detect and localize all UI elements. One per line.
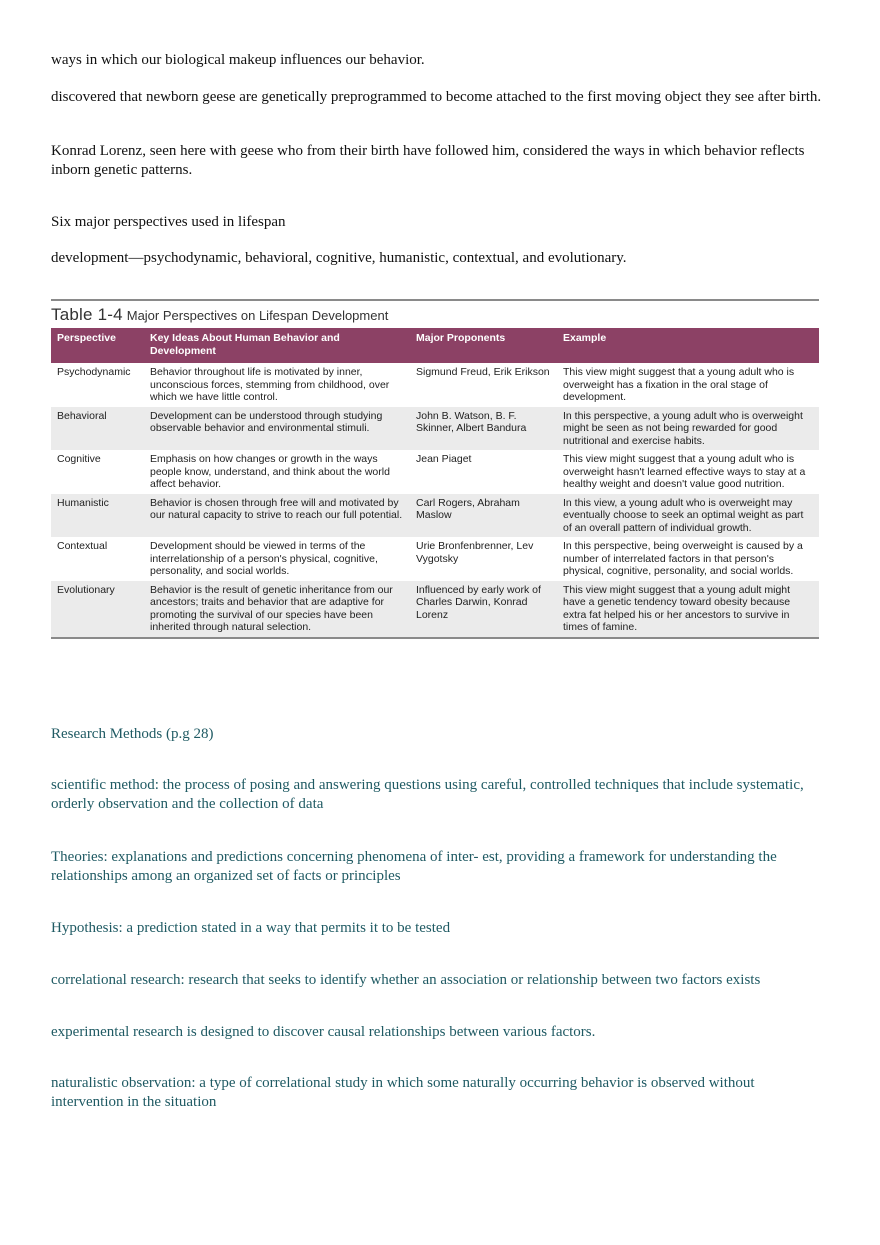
cell-key-ideas: Behavior is chosen through free will and motivated by our natural capacity to strive to reach our full potential. bbox=[144, 494, 410, 538]
cell-example: In this perspective, being overweight is caused by a number of interrelated factors in that person's physical, cognitive, personality, and social worlds. bbox=[557, 537, 819, 581]
definition-naturalistic-observation: naturalistic observation: a type of correlational study in which some naturally occurring behavior is observed without intervention in the situation bbox=[51, 1075, 755, 1110]
cell-proponents: Sigmund Freud, Erik Erikson bbox=[410, 363, 557, 407]
paragraph-biological-makeup: ways in which our biological makeup influences our behavior. bbox=[51, 52, 425, 68]
paragraph-geese-attachment: discovered that newborn geese are genetically preprogrammed to become attached to the first moving object they see after birth. bbox=[51, 89, 822, 105]
cell-key-ideas: Emphasis on how changes or growth in the ways people know, understand, and think about the world affect behavior. bbox=[144, 450, 410, 494]
cell-proponents: Carl Rogers, Abraham Maslow bbox=[410, 494, 557, 538]
table-figure bbox=[51, 299, 819, 668]
cell-proponents: John B. Watson, B. F. Skinner, Albert Bandura bbox=[410, 407, 557, 451]
table-caption: Major Perspectives on Lifespan Development bbox=[126, 308, 389, 323]
research-methods-heading: Research Methods (p.g 28) bbox=[51, 726, 214, 742]
paragraph-konrad-lorenz: Konrad Lorenz, seen here with geese who from their birth have followed him, considered the ways in which behavior reflects inborn genetic patterns. bbox=[51, 143, 805, 178]
table-top-rule bbox=[51, 299, 819, 301]
table-row bbox=[51, 537, 819, 581]
definition-hypothesis: Hypothesis: a prediction stated in a way that permits it to be tested bbox=[51, 920, 451, 936]
cell-perspective: Evolutionary bbox=[51, 581, 144, 638]
cell-perspective: Behavioral bbox=[51, 407, 144, 451]
cell-perspective: Psychodynamic bbox=[51, 363, 144, 407]
cell-key-ideas: Development should be viewed in terms of the interrelationship of a person's physical, cognitive, personality, and social worlds. bbox=[144, 537, 410, 581]
cell-proponents: Urie Bronfenbrenner, Lev Vygotsky bbox=[410, 537, 557, 581]
paragraph-perspective-list: development—psychodynamic, behavioral, cognitive, humanistic, contextual, and evolutionary. bbox=[51, 250, 627, 266]
header-perspective: Perspective bbox=[51, 328, 144, 363]
table-row bbox=[51, 494, 819, 538]
cell-example: In this perspective, a young adult who is overweight might be seen as not being rewarded for good nutritional and exercise habits. bbox=[557, 407, 819, 451]
cell-key-ideas: Behavior is the result of genetic inheritance from our ancestors; traits and behavior that are adaptive for promoting the survival of our species have been inherited through natural selection. bbox=[144, 581, 410, 638]
definition-correlational-research: correlational research: research that seeks to identify whether an association or relationship between two factors exists bbox=[51, 972, 761, 988]
cell-key-ideas: Behavior throughout life is motivated by inner, unconscious forces, stemming from childhood, over which we have little control. bbox=[144, 363, 410, 407]
table-row bbox=[51, 363, 819, 407]
cell-perspective: Contextual bbox=[51, 537, 144, 581]
header-proponents: Major Proponents bbox=[410, 328, 557, 363]
header-example: Example bbox=[557, 328, 819, 363]
table-number: Table 1-4 bbox=[51, 305, 123, 324]
paragraph-six-perspectives: Six major perspectives used in lifespan bbox=[51, 214, 286, 230]
cell-proponents: Jean Piaget bbox=[410, 450, 557, 494]
cell-key-ideas: Development can be understood through studying observable behavior and environmental stimuli. bbox=[144, 407, 410, 451]
cell-perspective: Humanistic bbox=[51, 494, 144, 538]
table-row bbox=[51, 450, 819, 494]
perspectives-table bbox=[51, 328, 819, 639]
cell-example: This view might suggest that a young adult who is overweight hasn't learned effective ways to stay at a healthy weight and doesn't value good nutrition. bbox=[557, 450, 819, 494]
table-row bbox=[51, 407, 819, 451]
cell-proponents: Influenced by early work of Charles Darwin, Konrad Lorenz bbox=[410, 581, 557, 638]
cell-example: This view might suggest that a young adult who is overweight has a fixation in the oral stage of development. bbox=[557, 363, 819, 407]
definition-scientific-method: scientific method: the process of posing and answering questions using careful, controlled techniques that include systematic, orderly observation and the collection of data bbox=[51, 777, 804, 812]
definition-experimental-research: experimental research is designed to discover causal relationships between various factors. bbox=[51, 1024, 596, 1040]
table-title bbox=[51, 305, 388, 327]
cell-example: This view might suggest that a young adult might have a genetic tendency toward obesity because extra fat helped his or her ancestors to survive in times of famine. bbox=[557, 581, 819, 638]
table-row bbox=[51, 581, 819, 638]
header-key-ideas: Key Ideas About Human Behavior and Development bbox=[144, 328, 410, 363]
definition-theories: Theories: explanations and predictions concerning phenomena of inter- est, providing a framework for understanding the relationships among an organized set of facts or principles bbox=[51, 849, 777, 884]
cell-example: In this view, a young adult who is overweight may eventually choose to seek an optimal weight as part of an overall pattern of individual growth. bbox=[557, 494, 819, 538]
cell-perspective: Cognitive bbox=[51, 450, 144, 494]
table-header-row bbox=[51, 328, 819, 363]
